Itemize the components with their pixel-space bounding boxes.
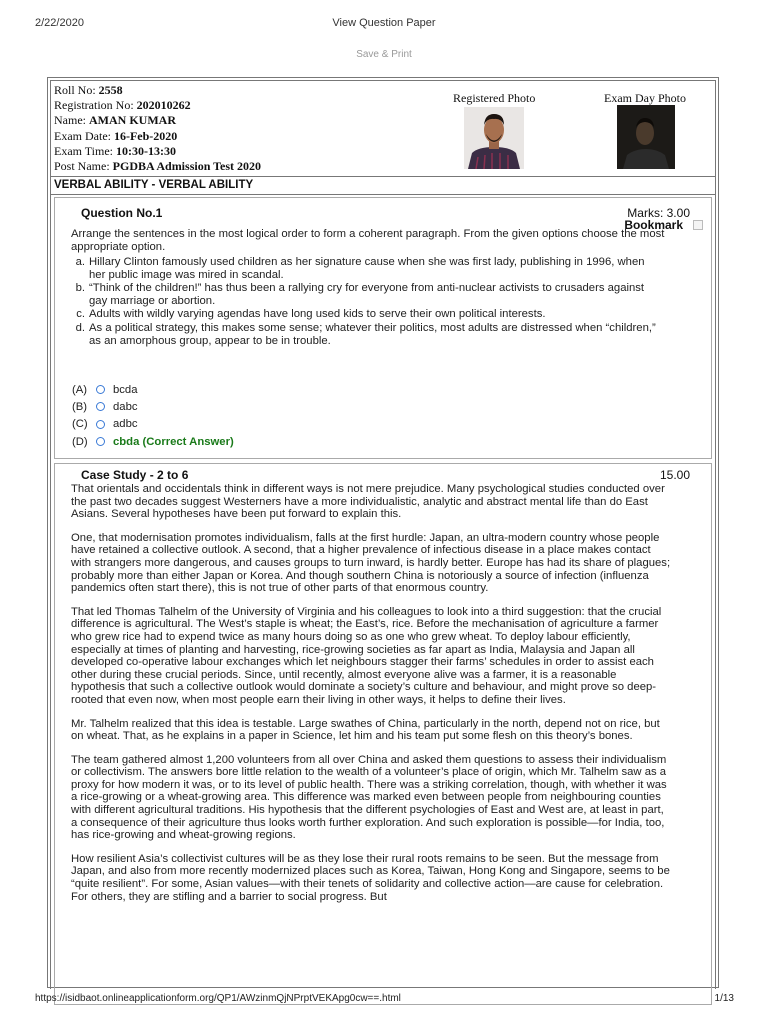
statement-item — [69, 256, 661, 281]
name-label: Name: — [54, 113, 86, 128]
option-b[interactable] — [72, 398, 234, 415]
question-marks: Marks: 3.00 — [627, 206, 690, 220]
correct-option-text: cbda (Correct Answer) — [113, 435, 234, 448]
option-c[interactable] — [72, 416, 234, 433]
option-label: (D) — [72, 435, 88, 448]
statement-text: As a political strategy, this makes some sense; whatever their politics, most adults are distressed when “children,” as an amorphous group, appear to be in trouble. — [89, 321, 656, 347]
question-paper-frame — [47, 77, 719, 988]
statement-text: Hillary Clinton famously used children as her signature cause when she was first lady, publishing in 1996, when her public image was mired in scandal. — [89, 256, 645, 281]
passage-paragraph: That led Thomas Talhelm of the University of Virginia and his colleagues to look into a third suggestion: that the crucial difference is agricultural. The West’s staple is wheat; the East’s, rice. Before the mechanisation of agriculture a farmer who grew rice had to expend twice as many hours doing so as one who grew wheat. To deploy labour efficiently, especially at times of planting and harvesting, rice-growing societies as far apart as India, Malaysia and Japan all developed co-operative labour exchanges which let neighbours stagger their farms’ schedules in order to assist each other during these crucial periods. Since, until recently, almost everyone alive was a farmer, it is a reasonable hypothesis that such a collective outlook would dominate a society’s culture and behaviour, and might prove so deep-rooted that even now, when most people earn their living in other ways, it helps to define their lives. — [71, 605, 662, 706]
post-value: PGDBA Admission Test 2020 — [112, 159, 262, 174]
exam-date-value: 16-Feb-2020 — [113, 128, 178, 143]
exam-time-row — [54, 144, 261, 159]
option-d[interactable] — [72, 433, 234, 450]
option-text: dabc — [113, 400, 138, 413]
option-label: (B) — [72, 400, 88, 413]
option-label: (C) — [72, 418, 88, 431]
passage-paragraph: The team gathered almost 1,200 volunteers from all over China and asked them questions to assess their individualism or collectivism. The answers bore little relation to the wealth of a volunteer’s place of origin, which Mr. Talhelm saw as a proxy for how modern it was, or to its level of public health. There was a striking correlation, though, with whether it was a rice-growing or a wheat-growing area. This difference was marked even between people from neighbouring counties with different agricultural traditions. His hypothesis that the different psychologies of East and West are, at least in part, a consequence of their agriculture thus looks worth further exploration. And such exploration is possible—for India, too, has rice-growing and wheat-growing regions. — [71, 753, 667, 842]
registration-label: Registration No: — [54, 98, 134, 113]
statement-label: c. — [76, 308, 85, 321]
print-date: 2/22/2020 — [35, 17, 84, 29]
radio-button[interactable] — [96, 420, 105, 429]
question-text: Arrange the sentences in the most logical order to form a coherent paragraph. From the given options choose the most appropriate option. — [71, 228, 665, 253]
registered-photo — [464, 107, 524, 169]
passage-paragraph: One, that modernisation promotes individualism, falls at the first hurdle: Japan, an ultra-modern country whose people have retained a collective outlook. A second, that a higher prevalence of infectious disease in a place makes contact with strangers more dangerous, and causes groups to turn inward, is hardly better. Europe has had its share of plagues; probably more than either Japan or Korea. And though southern China is notoriously a source of infection (influenza pandemics often start there), this is not true of other parts of that enormous country. — [71, 531, 671, 595]
roll-value: 2558 — [98, 83, 123, 97]
footer-url: https://isidbaot.onlineapplicationform.org/QP1/AWzinmQjNPrptVEKApg0cw==.html — [35, 993, 401, 1004]
case-study-marks: 15.00 — [659, 468, 690, 482]
roll-label: Roll No: — [54, 83, 96, 97]
case-study-passage — [71, 483, 671, 914]
option-text: bcda — [113, 383, 138, 396]
page-number: 1/13 — [714, 993, 734, 1004]
registration-row — [54, 98, 261, 113]
roll-row — [54, 83, 261, 98]
answer-options — [72, 381, 234, 450]
name-row — [54, 113, 261, 128]
exam-time-value: 10:30-13:30 — [116, 143, 177, 158]
statement-item — [69, 308, 661, 321]
statement-text: “Think of the children!” has thus been a rallying cry for everyone from anti-nuclear activists to crusaders against gay marriage or abortion. — [89, 282, 645, 307]
exam-day-photo — [617, 105, 675, 169]
question-number: Question No.1 — [81, 206, 163, 220]
passage-paragraph: That orientals and occidentals think in different ways is not mere prejudice. Many psychological studies conducted over the past two decades suggest Westerners have a more individualistic, analytic and abstract mental life than do East Asians. Several hypotheses have been put forward to explain this. — [71, 483, 665, 521]
statement-item — [69, 322, 661, 347]
statement-label: d. — [75, 321, 85, 334]
exam-day-photo-label: Exam Day Photo — [604, 91, 686, 105]
question-1-card — [54, 197, 712, 459]
name-value: AMAN KUMAR — [89, 113, 176, 128]
radio-button[interactable] — [96, 385, 105, 394]
case-study-title: Case Study - 2 to 6 — [81, 468, 189, 482]
statement-item — [69, 282, 661, 307]
print-header-title: View Question Paper — [332, 17, 436, 29]
post-row — [54, 159, 261, 174]
radio-button[interactable] — [96, 437, 105, 446]
case-study-card — [54, 463, 712, 1005]
question-paper-inner — [50, 80, 716, 989]
candidate-info — [54, 83, 261, 174]
statement-label: a. — [75, 256, 85, 268]
passage-paragraph: How resilient Asia’s collectivist cultures will be as they lose their rural roots remains to be seen. But the message from Japan, and also from more recently modernized places such as Korea, Taiwan, Hong Kong and Singapore, seems to be “quite resilient”. For some, Asian values—with their tenets of solidarity and collective action—are cause for celebration. For others, they are stifling and a barrier to social progress. But — [71, 852, 670, 903]
exam-date-label: Exam Date: — [54, 128, 111, 143]
bookmark-label: Bookmark — [624, 218, 683, 232]
option-a[interactable] — [72, 381, 234, 398]
registration-value: 202010262 — [136, 98, 191, 113]
exam-time-label: Exam Time: — [54, 143, 114, 158]
statement-label: b. — [75, 282, 85, 295]
radio-button[interactable] — [96, 402, 105, 411]
section-heading: VERBAL ABILITY - VERBAL ABILITY — [51, 176, 715, 195]
option-text: adbc — [113, 418, 138, 431]
registered-photo-label: Registered Photo — [453, 91, 536, 105]
post-label: Post Name: — [54, 159, 110, 174]
passage-paragraph: Mr. Talhelm realized that this idea is testable. Large swathes of China, particularly in the north, depend not on rice, but on wheat. That, as he explains in a paper in Science, let him and his team put some flesh on this theory’s bones. — [71, 717, 660, 743]
bookmark-checkbox[interactable] — [693, 220, 703, 230]
option-label: (A) — [72, 383, 88, 396]
statement-text: Adults with wildly varying agendas have long used kids to serve their own political interests. — [89, 308, 546, 321]
exam-date-row — [54, 129, 261, 144]
statement-list — [69, 256, 661, 348]
save-print-link[interactable]: Save & Print — [356, 49, 412, 60]
